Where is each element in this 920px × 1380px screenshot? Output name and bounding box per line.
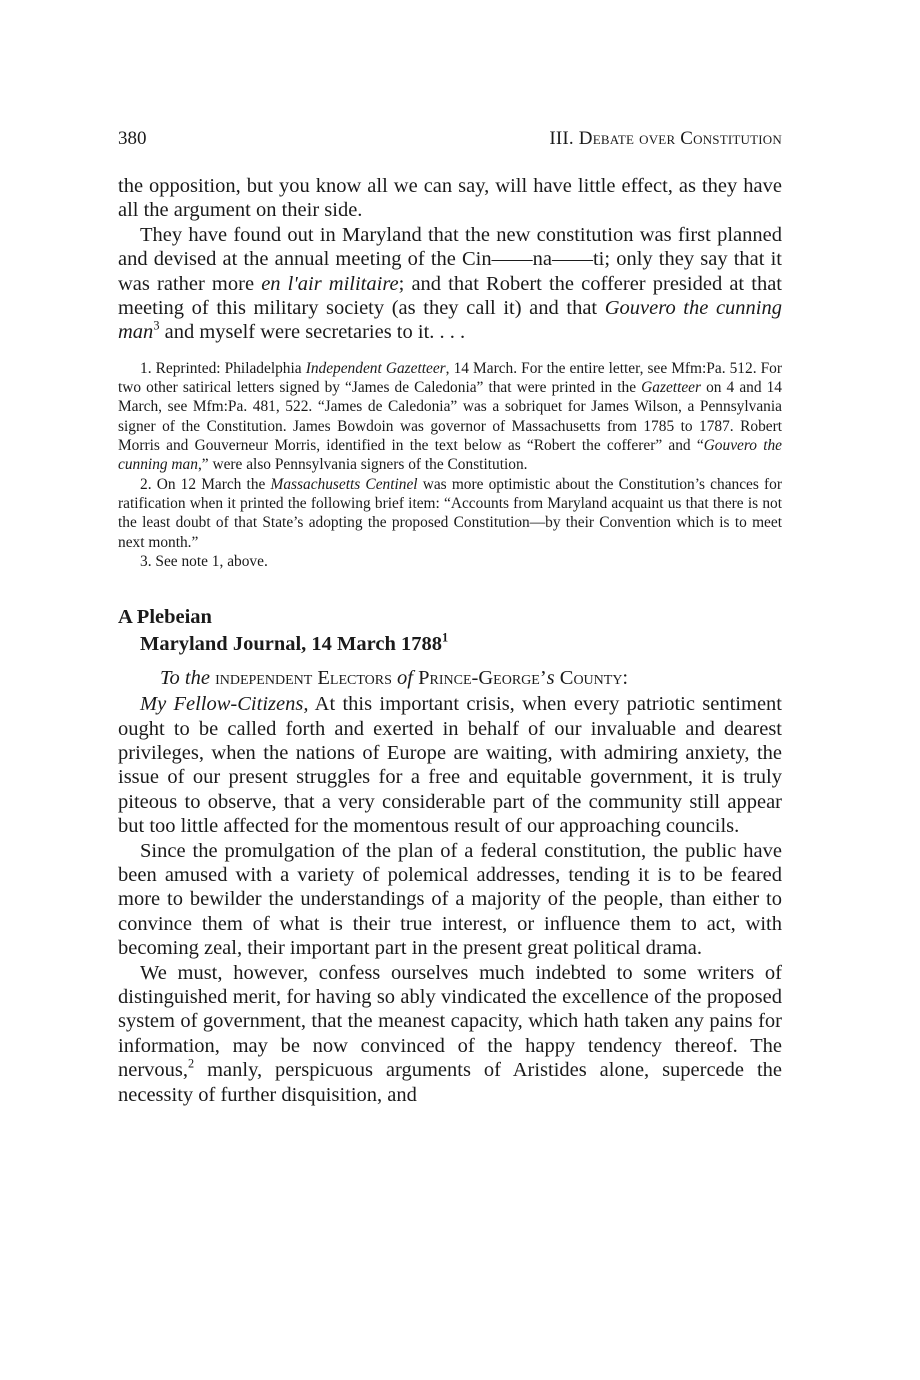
document-source: Maryland Journal, 14 March 1788$^1$	[140, 630, 449, 656]
letter-paragraph-2: Since the promulgation of the plan of a federal constitution, the public have been amused with a variety of polemical addresses, tending it is to be feared more to bewilder the understandings of a majority of the people, than either to convince them of what is their true interest, or influence them to act, with becoming zeal, their important part in the present great political drama.	[118, 839, 782, 960]
letter-body	[118, 692, 782, 1107]
continuation-paragraph-2: They have found out in Maryland that the new constitution was first planned and devised at the annual meeting of the Cin——na——ti; only they say that it was rather more en l'air militaire; and that Robert the cofferer presided at that meeting of this military society (as they call it) and that Gouvero the cunning man$^3$ and myself were secretaries to it. . . .	[118, 223, 783, 344]
letter-paragraph-1: My Fellow-Citizens, At this important crisis, when every patriotic sentiment ought to be called forth and exerted in behalf of our invaluable and dearest privileges, when the nations of Europe are waiting, with admiring anxiety, the issue of our present struggles for a free and equitable government, it is truly piteous to observe, that a very considerable part of the community still appear but too little affected for the momentous result of our approaching councils.	[118, 693, 782, 838]
salutation: To the independent Electors of Prince-George’s County:	[160, 667, 629, 690]
source-footnote-ref: 1	[442, 630, 449, 645]
continuation-paragraph-1: the opposition, but you know all we can say, will have little effect, as they have all the argument on their side.	[118, 175, 782, 222]
document-page	[118, 128, 782, 1107]
page-number: 380	[118, 128, 147, 149]
document-heading	[118, 604, 782, 658]
section-title: III. Debate over Constitution	[549, 128, 782, 149]
footnote-ref-3: 3	[153, 318, 160, 333]
footnotes	[118, 359, 782, 571]
footnote-1: 1. Reprinted: Philadelphia Independent Gazetteer, 14 March. For the entire letter, see Mfm:Pa. 512. For two other satirical letters signed by “James de Caledonia” that were printed in the Gazetteer on 4 and 14 March, see Mfm:Pa. 481, 522. “James de Caledonia” was a sobriquet for James Wilson, a Pennsylvania signer of the Constitution. James Bowdoin was governor of Massachusetts from 1785 to 1787. Robert Morris and Gouverneur Morris, identified in the text below as “Robert the cofferer” and “Gouvero the cunning man,” were also Pennsylvania signers of the Constitution.	[118, 359, 783, 474]
footnote-3: 3. See note 1, above.	[140, 552, 268, 570]
document-author: A Plebeian	[118, 606, 212, 629]
footnote-ref-2: 2	[188, 1056, 195, 1071]
running-head	[118, 128, 782, 158]
footnote-2: 2. On 12 March the Massachusetts Centinel was more optimistic about the Constitution’s chances for ratification when it printed the following brief item: “Accounts from Maryland acquaint us that there is not the least doubt of that State’s adopting the proposed Constitution—by their Convention which is to meet next month.”	[118, 475, 782, 551]
continuation-text	[118, 174, 782, 345]
letter-paragraph-3: We must, however, confess ourselves much indebted to some writers of distinguished merit, for having so ably vindicated the excellence of the proposed system of government, that the meanest capacity, which hath taken any pains for information, may be now convinced of the happy tendency thereof. The nervous,$^2$ manly, perspicuous arguments of Aristides alone, supercede the necessity of further disquisition, and	[118, 961, 782, 1106]
